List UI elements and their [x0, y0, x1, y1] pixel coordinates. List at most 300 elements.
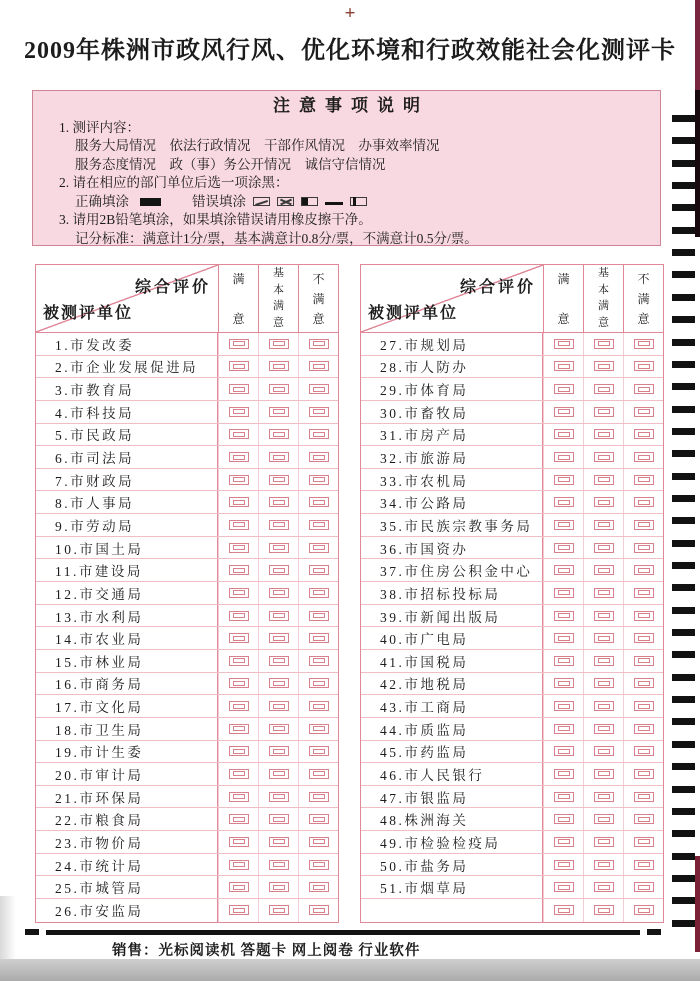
footer-sales-text: 销售：光标阅读机 答题卡 网上阅卷 行业软件	[112, 943, 421, 959]
bubble-cell	[543, 854, 583, 876]
unit-label: 10.市国土局	[36, 537, 218, 559]
unit-label: 21.市环保局	[36, 786, 218, 808]
bubble-cell	[583, 808, 623, 830]
answer-bubble[interactable]	[229, 520, 249, 530]
footer-line-bar	[46, 930, 640, 935]
answer-bubble[interactable]	[269, 361, 289, 371]
answer-bubble[interactable]	[634, 882, 654, 892]
answer-bubble[interactable]	[594, 746, 614, 756]
answer-bubble[interactable]	[554, 746, 574, 756]
unit-label: 16.市商务局	[36, 673, 218, 695]
answer-bubble-inner	[638, 749, 650, 754]
table-row	[361, 627, 663, 650]
answer-bubble[interactable]	[634, 746, 654, 756]
answer-bubble[interactable]	[554, 792, 574, 802]
bubble-cell	[583, 831, 623, 853]
answer-bubble[interactable]	[229, 407, 249, 417]
answer-bubble[interactable]	[309, 407, 329, 417]
answer-bubble[interactable]	[309, 361, 329, 371]
answer-bubble[interactable]	[269, 746, 289, 756]
answer-bubble-inner	[233, 885, 245, 890]
unit-label: 29.市体育局	[361, 378, 543, 400]
answer-bubble[interactable]	[269, 611, 289, 621]
answer-bubble[interactable]	[229, 701, 249, 711]
answer-bubble[interactable]	[594, 339, 614, 349]
answer-bubble[interactable]	[229, 882, 249, 892]
bubble-cell	[298, 378, 338, 400]
answer-bubble[interactable]	[634, 588, 654, 598]
answer-bubble[interactable]	[229, 565, 249, 575]
table-row	[36, 695, 338, 718]
answer-bubble[interactable]	[634, 656, 654, 666]
unit-label: 39.市新闻出版局	[361, 605, 543, 627]
answer-bubble[interactable]	[229, 361, 249, 371]
answer-bubble[interactable]	[309, 565, 329, 575]
answer-bubble-inner	[558, 477, 570, 482]
answer-bubble[interactable]	[554, 860, 574, 870]
answer-bubble[interactable]	[594, 611, 614, 621]
answer-bubble[interactable]	[309, 814, 329, 824]
answer-bubble[interactable]	[594, 361, 614, 371]
rating-header-char: 满	[273, 300, 284, 313]
answer-bubble[interactable]	[634, 384, 654, 394]
answer-bubble[interactable]	[634, 452, 654, 462]
bubble-cell	[218, 627, 258, 649]
answer-bubble[interactable]	[269, 452, 289, 462]
answer-bubble[interactable]	[634, 792, 654, 802]
answer-bubble[interactable]	[269, 792, 289, 802]
table-row	[361, 537, 663, 560]
table-row	[361, 876, 663, 899]
answer-bubble-inner	[598, 726, 610, 731]
answer-bubble[interactable]	[309, 678, 329, 688]
answer-bubble[interactable]	[554, 565, 574, 575]
answer-bubble[interactable]	[309, 633, 329, 643]
answer-bubble[interactable]	[594, 656, 614, 666]
bubble-cell	[218, 831, 258, 853]
answer-bubble[interactable]	[269, 814, 289, 824]
unit-label: 3.市教育局	[36, 378, 218, 400]
header-corner-cell	[36, 265, 218, 332]
answer-bubble[interactable]	[594, 701, 614, 711]
timing-mark	[672, 227, 695, 234]
answer-bubble[interactable]	[309, 905, 329, 915]
unit-label: 40.市广电局	[361, 627, 543, 649]
notice-item3-line2: 记分标准：满意计1分/票，基本满意计0.8分/票，不满意计0.5分/票。	[75, 230, 478, 246]
answer-bubble[interactable]	[594, 678, 614, 688]
table-row	[361, 899, 663, 922]
answer-bubble-inner	[558, 613, 570, 618]
answer-bubble-inner	[313, 522, 325, 527]
table-row	[361, 786, 663, 809]
answer-bubble[interactable]	[634, 724, 654, 734]
answer-bubble[interactable]	[309, 769, 329, 779]
answer-bubble-inner	[313, 839, 325, 844]
answer-bubble-inner	[598, 771, 610, 776]
answer-bubble[interactable]	[554, 611, 574, 621]
table-row	[36, 650, 338, 673]
answer-bubble-inner	[313, 681, 325, 686]
answer-bubble-inner	[598, 432, 610, 437]
table-row	[36, 786, 338, 809]
answer-bubble-inner	[598, 590, 610, 595]
bubble-cell	[298, 401, 338, 423]
answer-bubble[interactable]	[229, 429, 249, 439]
unit-label: 17.市文化局	[36, 695, 218, 717]
bubble-cell	[298, 559, 338, 581]
answer-bubble-inner	[558, 590, 570, 595]
answer-bubble-inner	[233, 726, 245, 731]
unit-label: 19.市计生委	[36, 741, 218, 763]
answer-bubble-inner	[233, 477, 245, 482]
answer-bubble-inner	[638, 341, 650, 346]
unit-label: 18.市卫生局	[36, 718, 218, 740]
answer-bubble[interactable]	[229, 746, 249, 756]
unit-label: 28.市人防办	[361, 356, 543, 378]
answer-bubble-inner	[638, 409, 650, 414]
table-row	[36, 469, 338, 492]
answer-bubble[interactable]	[309, 837, 329, 847]
answer-bubble[interactable]	[594, 882, 614, 892]
unit-label: 23.市物价局	[36, 831, 218, 853]
bubble-cell	[543, 650, 583, 672]
answer-bubble[interactable]	[269, 678, 289, 688]
unit-label: 1.市发改委	[36, 333, 218, 355]
answer-bubble[interactable]	[554, 701, 574, 711]
answer-bubble[interactable]	[554, 837, 574, 847]
answer-bubble[interactable]	[309, 746, 329, 756]
answer-bubble-inner	[638, 364, 650, 369]
answer-bubble[interactable]	[309, 611, 329, 621]
bubble-cell	[218, 401, 258, 423]
answer-bubble[interactable]	[594, 520, 614, 530]
bubble-cell	[258, 559, 298, 581]
answer-bubble[interactable]	[554, 588, 574, 598]
answer-bubble[interactable]	[229, 611, 249, 621]
answer-bubble[interactable]	[269, 565, 289, 575]
answer-bubble[interactable]	[634, 361, 654, 371]
answer-bubble[interactable]	[269, 384, 289, 394]
bubble-cell	[623, 605, 663, 627]
answer-bubble[interactable]	[269, 724, 289, 734]
answer-bubble[interactable]	[229, 792, 249, 802]
answer-bubble[interactable]	[229, 384, 249, 394]
answer-bubble[interactable]	[309, 497, 329, 507]
timing-mark	[672, 271, 695, 278]
answer-bubble-inner	[598, 500, 610, 505]
bubble-cell	[543, 491, 583, 513]
answer-bubble[interactable]	[554, 769, 574, 779]
bubble-cell	[623, 559, 663, 581]
answer-bubble[interactable]	[554, 724, 574, 734]
answer-bubble[interactable]	[634, 520, 654, 530]
answer-bubble[interactable]	[554, 882, 574, 892]
answer-bubble[interactable]	[269, 520, 289, 530]
answer-bubble-inner	[558, 817, 570, 822]
answer-bubble-inner	[638, 636, 650, 641]
answer-bubble[interactable]	[554, 361, 574, 371]
bubble-cell	[623, 763, 663, 785]
table-row	[36, 514, 338, 537]
answer-bubble[interactable]	[269, 860, 289, 870]
answer-bubble[interactable]	[269, 475, 289, 485]
unit-label: 46.市人民银行	[361, 763, 543, 785]
bubble-cell	[218, 650, 258, 672]
answer-bubble-inner	[273, 794, 285, 799]
table-row	[361, 831, 663, 854]
bubble-cell	[583, 469, 623, 491]
answer-bubble[interactable]	[594, 769, 614, 779]
bubble-cell	[543, 469, 583, 491]
answer-bubble[interactable]	[269, 882, 289, 892]
answer-bubble[interactable]	[309, 860, 329, 870]
answer-bubble[interactable]	[634, 633, 654, 643]
answer-bubble[interactable]	[229, 769, 249, 779]
timing-mark	[672, 897, 695, 904]
answer-bubble[interactable]	[634, 565, 654, 575]
bubble-cell	[298, 763, 338, 785]
bubble-cell	[298, 673, 338, 695]
answer-bubble[interactable]	[634, 769, 654, 779]
answer-bubble[interactable]	[634, 339, 654, 349]
timing-mark	[672, 830, 695, 837]
answer-bubble[interactable]	[594, 543, 614, 553]
units-table-right	[360, 264, 664, 923]
bubble-cell	[258, 605, 298, 627]
timing-mark	[672, 763, 695, 770]
answer-bubble[interactable]	[229, 905, 249, 915]
answer-bubble[interactable]	[229, 837, 249, 847]
timing-mark	[672, 920, 695, 927]
bubble-cell	[298, 446, 338, 468]
answer-bubble-inner	[558, 636, 570, 641]
answer-bubble-inner	[313, 500, 325, 505]
answer-bubble[interactable]	[594, 497, 614, 507]
answer-bubble[interactable]	[594, 814, 614, 824]
answer-bubble[interactable]	[634, 837, 654, 847]
answer-bubble[interactable]	[554, 814, 574, 824]
answer-bubble[interactable]	[269, 429, 289, 439]
answer-bubble[interactable]	[229, 860, 249, 870]
answer-bubble[interactable]	[554, 633, 574, 643]
answer-bubble[interactable]	[309, 882, 329, 892]
answer-bubble[interactable]	[554, 543, 574, 553]
answer-bubble[interactable]	[229, 497, 249, 507]
answer-bubble[interactable]	[554, 656, 574, 666]
corner-label-unit: 被测评单位	[43, 305, 134, 322]
answer-bubble[interactable]	[554, 339, 574, 349]
answer-bubble[interactable]	[594, 452, 614, 462]
unit-label: 11.市建设局	[36, 559, 218, 581]
answer-bubble[interactable]	[594, 905, 614, 915]
answer-bubble[interactable]	[269, 588, 289, 598]
bubble-cell	[258, 650, 298, 672]
answer-bubble[interactable]	[594, 429, 614, 439]
bubble-cell	[543, 537, 583, 559]
answer-bubble[interactable]	[554, 905, 574, 915]
answer-bubble-inner	[313, 387, 325, 392]
answer-bubble[interactable]	[554, 475, 574, 485]
answer-bubble[interactable]	[229, 633, 249, 643]
unit-label: 27.市规划局	[361, 333, 543, 355]
bubble-cell	[298, 695, 338, 717]
bubble-cell	[583, 741, 623, 763]
answer-bubble-inner	[233, 704, 245, 709]
answer-bubble[interactable]	[554, 678, 574, 688]
rating-header-char: 不	[312, 272, 325, 286]
bubble-cell	[583, 378, 623, 400]
bubble-cell	[583, 899, 623, 922]
answer-bubble[interactable]	[594, 792, 614, 802]
rating-header-char: 本	[273, 283, 284, 296]
unit-label: 4.市科技局	[36, 401, 218, 423]
table-row	[361, 356, 663, 379]
answer-bubble-inner	[233, 817, 245, 822]
table-row	[36, 673, 338, 696]
bubble-cell	[218, 741, 258, 763]
answer-bubble-inner	[313, 771, 325, 776]
checkbox-check-icon	[253, 197, 270, 206]
answer-bubble[interactable]	[554, 452, 574, 462]
bubble-cell	[623, 333, 663, 355]
unit-label: 44.市质监局	[361, 718, 543, 740]
answer-bubble[interactable]	[269, 656, 289, 666]
answer-bubble-inner	[558, 409, 570, 414]
answer-bubble[interactable]	[309, 429, 329, 439]
answer-bubble[interactable]	[229, 724, 249, 734]
bubble-cell	[543, 718, 583, 740]
answer-bubble[interactable]	[594, 633, 614, 643]
answer-bubble-inner	[273, 885, 285, 890]
timing-mark	[672, 495, 695, 502]
answer-bubble[interactable]	[309, 543, 329, 553]
answer-bubble[interactable]	[229, 452, 249, 462]
corner-label-evaluation: 综合评价	[459, 279, 536, 296]
answer-bubble[interactable]	[554, 384, 574, 394]
answer-bubble[interactable]	[269, 837, 289, 847]
answer-bubble[interactable]	[229, 814, 249, 824]
answer-bubble[interactable]	[269, 497, 289, 507]
timing-mark	[672, 651, 695, 658]
answer-bubble[interactable]	[309, 384, 329, 394]
answer-bubble[interactable]	[594, 724, 614, 734]
col-header-basically-satisfied	[258, 265, 298, 332]
bubble-cell	[543, 899, 583, 922]
answer-bubble[interactable]	[594, 407, 614, 417]
bubble-cell	[218, 424, 258, 446]
answer-bubble[interactable]	[594, 837, 614, 847]
answer-bubble[interactable]	[634, 611, 654, 621]
answer-bubble[interactable]	[229, 678, 249, 688]
answer-bubble-inner	[598, 477, 610, 482]
answer-bubble[interactable]	[594, 475, 614, 485]
answer-bubble[interactable]	[634, 429, 654, 439]
answer-bubble-inner	[273, 500, 285, 505]
bubble-cell	[258, 491, 298, 513]
bubble-cell	[298, 786, 338, 808]
answer-bubble[interactable]	[229, 475, 249, 485]
unit-label: 15.市林业局	[36, 650, 218, 672]
answer-bubble[interactable]	[309, 724, 329, 734]
bubble-cell	[623, 718, 663, 740]
bubble-cell	[623, 582, 663, 604]
bubble-cell	[543, 424, 583, 446]
bubble-cell	[258, 446, 298, 468]
answer-bubble-inner	[313, 862, 325, 867]
answer-bubble[interactable]	[554, 429, 574, 439]
answer-bubble-inner	[233, 590, 245, 595]
answer-bubble[interactable]	[309, 792, 329, 802]
answer-bubble[interactable]	[634, 497, 654, 507]
unit-label: 43.市工商局	[361, 695, 543, 717]
answer-bubble-inner	[313, 726, 325, 731]
answer-bubble[interactable]	[634, 814, 654, 824]
answer-bubble-inner	[273, 771, 285, 776]
answer-bubble[interactable]	[309, 475, 329, 485]
answer-bubble-inner	[638, 726, 650, 731]
answer-bubble[interactable]	[229, 588, 249, 598]
bubble-cell	[258, 401, 298, 423]
bubble-cell	[583, 876, 623, 898]
answer-bubble[interactable]	[269, 769, 289, 779]
table-row	[361, 559, 663, 582]
answer-bubble[interactable]	[229, 543, 249, 553]
answer-bubble[interactable]	[269, 543, 289, 553]
answer-bubble[interactable]	[634, 543, 654, 553]
answer-bubble[interactable]	[309, 656, 329, 666]
answer-bubble[interactable]	[634, 407, 654, 417]
answer-bubble[interactable]	[309, 588, 329, 598]
answer-bubble[interactable]	[269, 407, 289, 417]
answer-bubble[interactable]	[309, 339, 329, 349]
answer-bubble[interactable]	[229, 656, 249, 666]
answer-bubble[interactable]	[594, 384, 614, 394]
bubble-cell	[298, 876, 338, 898]
answer-bubble[interactable]	[309, 452, 329, 462]
answer-bubble[interactable]	[309, 520, 329, 530]
bubble-cell	[623, 424, 663, 446]
answer-bubble[interactable]	[634, 678, 654, 688]
answer-bubble[interactable]	[269, 905, 289, 915]
answer-bubble[interactable]	[634, 475, 654, 485]
col-header-satisfied	[543, 265, 583, 332]
answer-bubble[interactable]	[554, 407, 574, 417]
table-row	[36, 401, 338, 424]
answer-bubble[interactable]	[594, 860, 614, 870]
answer-bubble[interactable]	[594, 565, 614, 575]
timing-mark	[672, 718, 695, 725]
answer-bubble[interactable]	[269, 701, 289, 711]
answer-bubble[interactable]	[309, 701, 329, 711]
answer-bubble[interactable]	[269, 633, 289, 643]
answer-bubble[interactable]	[269, 339, 289, 349]
table-row	[361, 424, 663, 447]
timing-mark	[672, 339, 695, 346]
bubble-cell	[298, 854, 338, 876]
answer-bubble[interactable]	[634, 701, 654, 711]
answer-bubble[interactable]	[594, 588, 614, 598]
bubble-cell	[623, 650, 663, 672]
answer-bubble[interactable]	[634, 860, 654, 870]
answer-bubble-inner	[233, 839, 245, 844]
answer-bubble[interactable]	[554, 497, 574, 507]
unit-label: 45.市药监局	[361, 741, 543, 763]
answer-bubble-inner	[638, 771, 650, 776]
answer-bubble[interactable]	[634, 905, 654, 915]
answer-bubble[interactable]	[229, 339, 249, 349]
answer-bubble-inner	[558, 749, 570, 754]
answer-bubble[interactable]	[554, 520, 574, 530]
